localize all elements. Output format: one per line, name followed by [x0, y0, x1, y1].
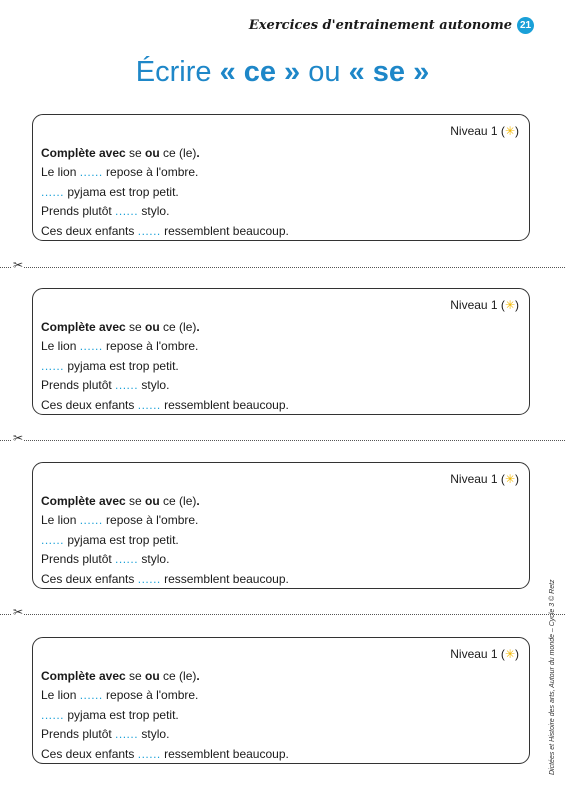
scissors-icon: ✂ [13, 258, 24, 272]
level-close: ) [515, 472, 519, 486]
level-label [450, 472, 519, 486]
answer-blank: ...... [79, 339, 103, 353]
answer-blank: ...... [137, 746, 161, 761]
instruction-bold-or: ou [145, 669, 160, 683]
sentence-after: stylo. [138, 204, 170, 218]
instruction [41, 144, 289, 163]
exercise-content [41, 492, 289, 589]
sentence-before: Le lion [41, 339, 80, 353]
instruction [41, 318, 289, 337]
answer-blank: ...... [79, 688, 103, 702]
page-header [249, 17, 534, 34]
exercise-content [41, 318, 289, 415]
instruction [41, 492, 289, 511]
sentence-after: stylo. [138, 727, 170, 741]
sentence-before: Ces deux enfants [41, 397, 138, 412]
level-label [450, 124, 519, 138]
instruction-word: se [125, 494, 146, 508]
sentence-before: Ces deux enfants [41, 571, 138, 586]
answer-blank: ...... [79, 165, 103, 179]
star-icon: ✳ [504, 472, 515, 486]
answer-blank: ...... [137, 397, 161, 412]
answer-blank: ...... [41, 532, 65, 547]
level-text: Niveau 1 ( [450, 298, 505, 312]
exercise-card [32, 114, 530, 241]
instruction-bold-or: ou [145, 494, 160, 508]
sentence [41, 163, 289, 183]
title-connector: ou [308, 56, 341, 88]
sentence-after: stylo. [138, 552, 170, 566]
instruction-bold: Complète avec [41, 146, 126, 160]
sentence-before: Prends plutôt [41, 378, 116, 392]
instruction [41, 667, 289, 686]
answer-blank: ...... [115, 552, 139, 566]
sentence [41, 222, 289, 242]
instruction-bold: Complète avec [41, 669, 126, 683]
title-keyword-se: « se » [348, 56, 430, 88]
copyright-credit: Dictées et Histoire des arts, Autour du monde – Cycle 3 © Retz [549, 579, 556, 775]
level-close: ) [515, 647, 519, 661]
sentence-before: Prends plutôt [41, 552, 116, 566]
sentence-after: repose à l'ombre. [102, 513, 199, 527]
instruction-end: . [196, 146, 200, 160]
sentence-after: stylo. [138, 378, 170, 392]
sentence-after: pyjama est trop petit. [64, 358, 179, 373]
sentence [41, 357, 289, 377]
sentence-after: repose à l'ombre. [102, 688, 199, 702]
sentence [41, 686, 289, 706]
sentence-before: Le lion [41, 688, 80, 702]
answer-blank: ...... [115, 378, 139, 392]
instruction-bold-or: ou [145, 146, 160, 160]
instruction-word: se [125, 146, 146, 160]
sentence-after: ressemblent beaucoup. [160, 397, 289, 412]
sentence [41, 550, 289, 570]
cut-line [0, 258, 565, 272]
instruction-bold: Complète avec [41, 320, 126, 334]
level-label [450, 298, 519, 312]
scissors-icon: ✂ [13, 605, 24, 619]
answer-blank: ...... [41, 707, 65, 722]
title-keyword-ce: « ce » [219, 56, 301, 88]
sentence [41, 706, 289, 726]
dotted-divider [0, 267, 565, 268]
level-close: ) [515, 298, 519, 312]
page-number-badge: 21 [517, 17, 534, 34]
level-text: Niveau 1 ( [450, 472, 505, 486]
instruction-word: se [125, 320, 146, 334]
sentence-after: pyjama est trop petit. [64, 184, 179, 199]
instruction-word: ce (le) [159, 669, 197, 683]
star-icon: ✳ [504, 298, 515, 312]
sentence [41, 725, 289, 745]
instruction-end: . [196, 320, 200, 334]
exercise-content [41, 144, 289, 241]
instruction-end: . [196, 494, 200, 508]
sentence [41, 396, 289, 416]
exercise-content [41, 667, 289, 764]
sentence-after: pyjama est trop petit. [64, 532, 179, 547]
sentence [41, 511, 289, 531]
sentence-after: ressemblent beaucoup. [160, 223, 289, 238]
answer-blank: ...... [137, 223, 161, 238]
title-prefix: Écrire [135, 56, 212, 88]
instruction-word: ce (le) [159, 320, 197, 334]
sentence-after: repose à l'ombre. [102, 339, 199, 353]
instruction-word: ce (le) [159, 494, 197, 508]
answer-blank: ...... [41, 358, 65, 373]
instruction-bold-or: ou [145, 320, 160, 334]
answer-blank: ...... [137, 571, 161, 586]
sentence-before: Ces deux enfants [41, 223, 138, 238]
sentence [41, 202, 289, 222]
answer-blank: ...... [115, 727, 139, 741]
star-icon: ✳ [504, 647, 515, 661]
sentence-after: pyjama est trop petit. [64, 707, 179, 722]
dotted-divider [0, 440, 565, 441]
exercise-card [32, 288, 530, 415]
scissors-icon: ✂ [13, 431, 24, 445]
sentence-before: Ces deux enfants [41, 746, 138, 761]
cut-line [0, 605, 565, 619]
exercise-card [32, 637, 530, 764]
sentence-before: Prends plutôt [41, 204, 116, 218]
answer-blank: ...... [79, 513, 103, 527]
star-icon: ✳ [504, 124, 515, 138]
instruction-word: se [125, 669, 146, 683]
page-title [0, 56, 565, 89]
sentence-after: repose à l'ombre. [102, 165, 199, 179]
cut-line [0, 431, 565, 445]
answer-blank: ...... [41, 184, 65, 199]
sentence [41, 531, 289, 551]
dotted-divider [0, 614, 565, 615]
instruction-bold: Complète avec [41, 494, 126, 508]
answer-blank: ...... [115, 204, 139, 218]
sentence [41, 183, 289, 203]
instruction-word: ce (le) [159, 146, 197, 160]
sentence [41, 376, 289, 396]
exercise-card [32, 462, 530, 589]
instruction-end: . [196, 669, 200, 683]
section-label: Exercices d'entrainement autonome [248, 18, 512, 33]
sentence [41, 570, 289, 590]
sentence [41, 337, 289, 357]
sentence-after: ressemblent beaucoup. [160, 571, 289, 586]
level-text: Niveau 1 ( [450, 124, 505, 138]
sentence [41, 745, 289, 765]
sentence-before: Le lion [41, 165, 80, 179]
level-text: Niveau 1 ( [450, 647, 505, 661]
level-label [450, 647, 519, 661]
sentence-before: Le lion [41, 513, 80, 527]
sentence-after: ressemblent beaucoup. [160, 746, 289, 761]
level-close: ) [515, 124, 519, 138]
sentence-before: Prends plutôt [41, 727, 116, 741]
